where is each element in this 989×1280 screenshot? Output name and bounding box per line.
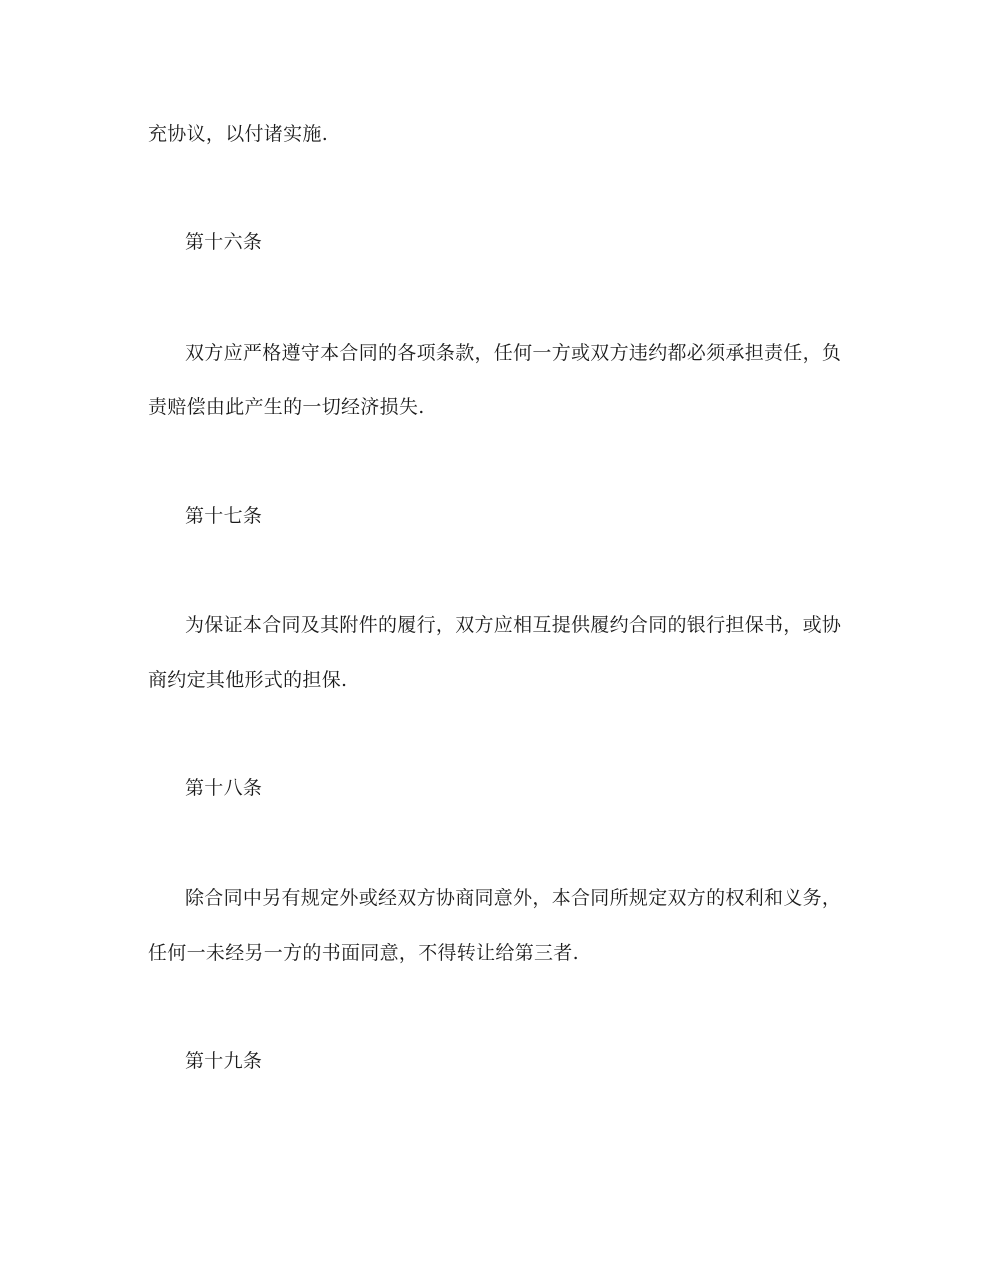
article-16-text-line-2: 责赔偿由此产生的一切经济损失. xyxy=(148,396,425,418)
article-18-text-line-2: 任何一未经另一方的书面同意，不得转让给第三者. xyxy=(148,942,579,964)
article-heading-18: 第十八条 xyxy=(185,777,263,799)
article-17-text-line-2: 商约定其他形式的担保. xyxy=(148,669,348,691)
article-heading-17: 第十七条 xyxy=(185,505,263,527)
paragraph-continuation: 充协议，以付诸实施. xyxy=(148,123,329,145)
article-17-text-line-1: 为保证本合同及其附件的履行，双方应相互提供履约合同的银行担保书，或协 xyxy=(185,614,842,636)
article-heading-16: 第十六条 xyxy=(185,231,263,253)
article-heading-19: 第十九条 xyxy=(185,1050,263,1072)
article-18-text-line-1: 除合同中另有规定外或经双方协商同意外，本合同所规定双方的权利和义务， xyxy=(185,887,842,909)
article-16-text-line-1: 双方应严格遵守本合同的各项条款，任何一方或双方违约都必须承担责任，负 xyxy=(185,342,842,364)
